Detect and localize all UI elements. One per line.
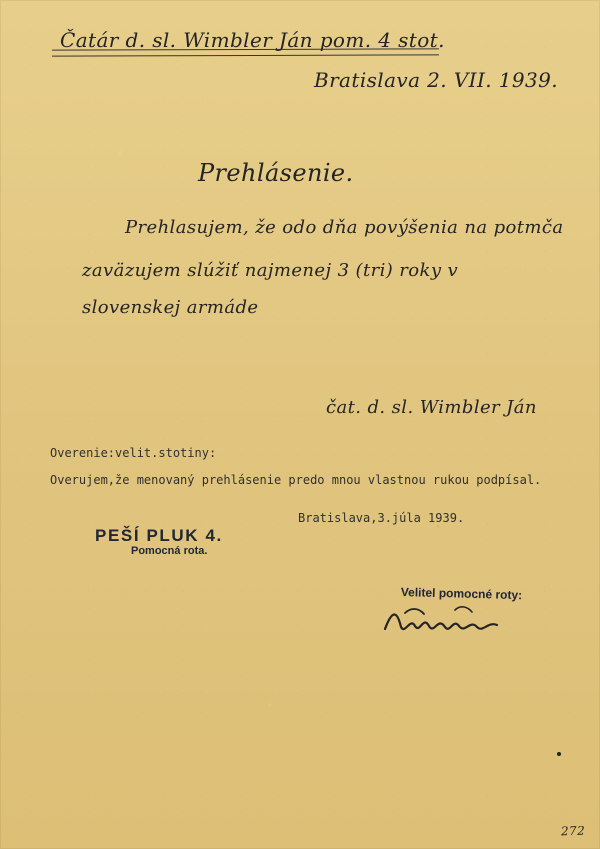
verification-heading: Overenie:velit.stotiny: — [50, 446, 217, 460]
typed-place-date: Bratislava,3.júla 1939. — [298, 511, 465, 525]
document-title: Prehlásenie. — [198, 159, 354, 187]
commander-stamp: Velitel pomocné roty: — [400, 585, 523, 603]
unit-stamp: PEŠÍ PLUK 4. — [95, 526, 223, 545]
commander-signature — [377, 600, 507, 640]
verification-text: Overujem,že menovaný prehlásenie predo mnou vlastnou rukou podpísal. — [50, 473, 542, 487]
company-stamp: Pomocná rota. — [131, 545, 208, 557]
body-line-3: slovenskej armáde — [82, 297, 259, 318]
body-line-1: Prehlasujem, že odo dňa povýšenia na potmča — [125, 217, 564, 238]
page-number: 272 — [560, 823, 586, 839]
handwritten-date: Bratislava 2. VII. 1939. — [314, 68, 559, 92]
body-line-2: zaväzujem slúžiť najmenej 3 (tri) roky v — [82, 260, 459, 281]
ink-dot — [557, 752, 561, 756]
handwritten-header: Čatár d. sl. Wimbler Ján pom. 4 stot. — [60, 28, 445, 52]
signatory-line: čat. d. sl. Wimbler Ján — [326, 397, 537, 418]
header-underline-secondary — [52, 54, 439, 56]
